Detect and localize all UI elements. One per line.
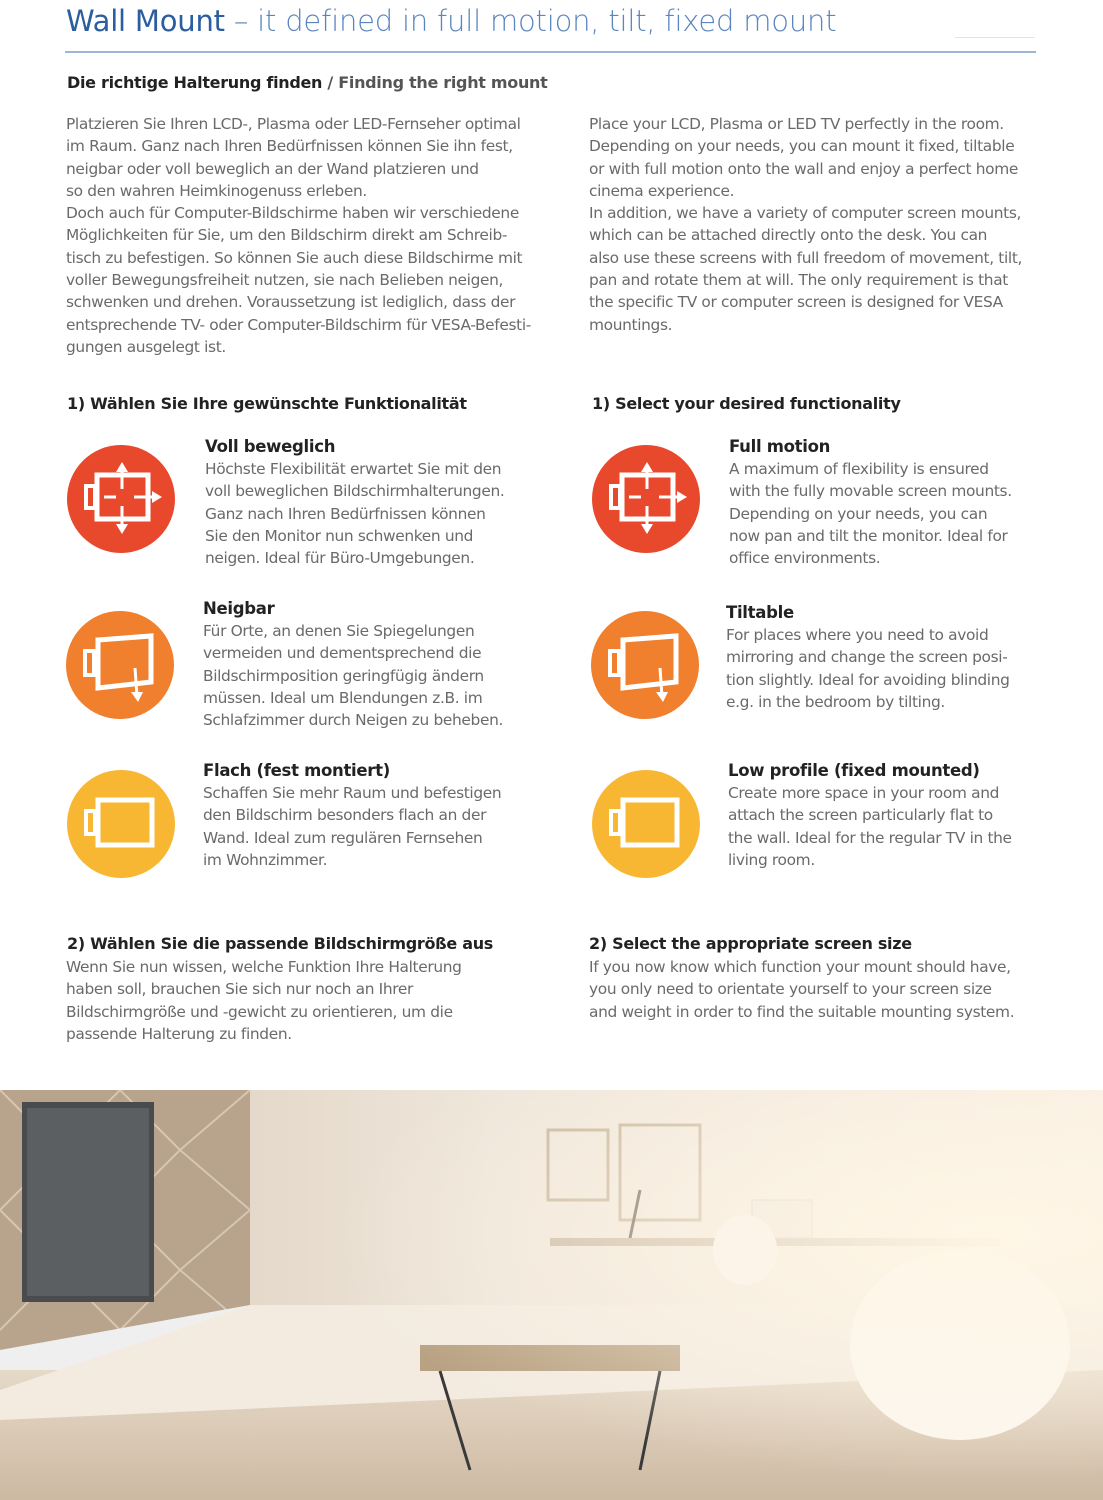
tiltable-icon [590,610,700,720]
title-underline-accent [955,37,1035,38]
step2-text-en: If you now know which function your mount should have, you only need to orientate yourself to your screen size and weight in order to find the suitable mounting system. [589,958,1015,1021]
feature-text-fixed-en: Create more space in your room and attach the screen particularly flat to the wall. Ideal for the regular TV in the living room. [728,784,1012,869]
feature-title-tiltable-en: Tiltable [726,603,794,622]
feature-title-fixed-de: Flach (fest montiert) [203,761,390,780]
feature-text-tiltable-en: For places where you need to avoid mirroring and change the screen posi- tion slightly. Ideal for avoiding blinding e.g. in the bedroom by tilting. [726,626,1010,711]
fixed-mount-icon [591,769,701,879]
full-motion-icon [66,444,176,554]
intro-heading-separator: / [322,73,339,92]
living-room-photo [0,1090,1103,1500]
feature-text-full-motion-de: Höchste Flexibilität erwartet Sie mit den voll beweglichen Bildschirmhalterungen. Ganz nach Ihren Bedürfnissen können Sie den Monitor nun schwenken und neigen. Ideal für Büro-Umgebungen. [205,460,505,568]
step2-heading-en: 2) Select the appropriate screen size [589,934,912,953]
feature-title-full-motion-de: Voll beweglich [205,437,336,456]
title-underline [65,51,1036,53]
intro-text-de: Platzieren Sie Ihren LCD-, Plasma oder LED-Fernseher optimal im Raum. Ganz nach Ihren Bedürfnissen können Sie ihn fest, neigbar oder voll beweglich an der Wand platzieren und so den wahren Heimkinogenuss erleben. Doch auch für Computer-Bildschirme haben wir verschiedene Möglichkeiten für Sie, um den Bildschirm direkt am Schreib- tisch zu befestigen. So können Sie auch diese Bildschirme mit voller Bewegungsfreiheit nutzen, sie nach Belieben neigen, schwenken und drehen. Voraussetzung ist lediglich, dass der entsprechende TV- oder Computer-Bildschirm für VESA-Befesti- gungen ausgelegt ist. [66,115,531,356]
page-title-main: Wall Mount [66,4,225,38]
feature-title-tiltable-de: Neigbar [203,599,275,618]
feature-text-tiltable-de: Für Orte, an denen Sie Spiegelungen vermeiden und dementsprechend die Bildschirmposition geringfügig ändern müssen. Ideal um Blendungen z.B. im Schlafzimmer durch Neigen zu beheben. [203,622,504,730]
intro-heading [67,73,548,93]
step1-heading-de: 1) Wählen Sie Ihre gewünschte Funktionalität [67,394,467,413]
feature-text-fixed-de: Schaffen Sie mehr Raum und befestigen den Bildschirm besonders flach an der Wand. Ideal zum regulären Fernsehen im Wohnzimmer. [203,784,502,869]
intro-text-en: Place your LCD, Plasma or LED TV perfectly in the room. Depending on your needs, you can mount it fixed, tiltable or with full motion onto the wall and enjoy a perfect home cinema experience. In addition, we have a variety of computer screen mounts, which can be attached directly onto the desk. You can also use these screens with full freedom of movement, tilt, pan and rotate them at will. The only requirement is that the specific TV or computer screen is designed for VESA mountings. [589,115,1023,334]
feature-title-fixed-en: Low profile (fixed mounted) [728,761,980,780]
step1-heading-en: 1) Select your desired functionality [592,394,901,413]
intro-heading-en: Finding the right mount [338,73,548,92]
page-title-sub: – it defined in full motion, tilt, fixed mount [233,4,837,38]
fixed-mount-icon [66,769,176,879]
step2-heading-de: 2) Wählen Sie die passende Bildschirmgröße aus [67,934,494,953]
intro-heading-de: Die richtige Halterung finden [67,73,323,92]
tiltable-icon [65,610,175,720]
full-motion-icon [591,444,701,554]
page-title [66,2,1046,40]
feature-text-full-motion-en: A maximum of flexibility is ensured with the fully movable screen mounts. Depending on your needs, you can now pan and tilt the monitor. Ideal for office environments. [729,460,1012,568]
feature-title-full-motion-en: Full motion [729,437,831,456]
step2-text-de: Wenn Sie nun wissen, welche Funktion Ihre Halterung haben soll, brauchen Sie sich nur noch an Ihrer Bildschirmgröße und -gewicht zu orientieren, um die passende Halterung zu finden. [66,958,462,1043]
